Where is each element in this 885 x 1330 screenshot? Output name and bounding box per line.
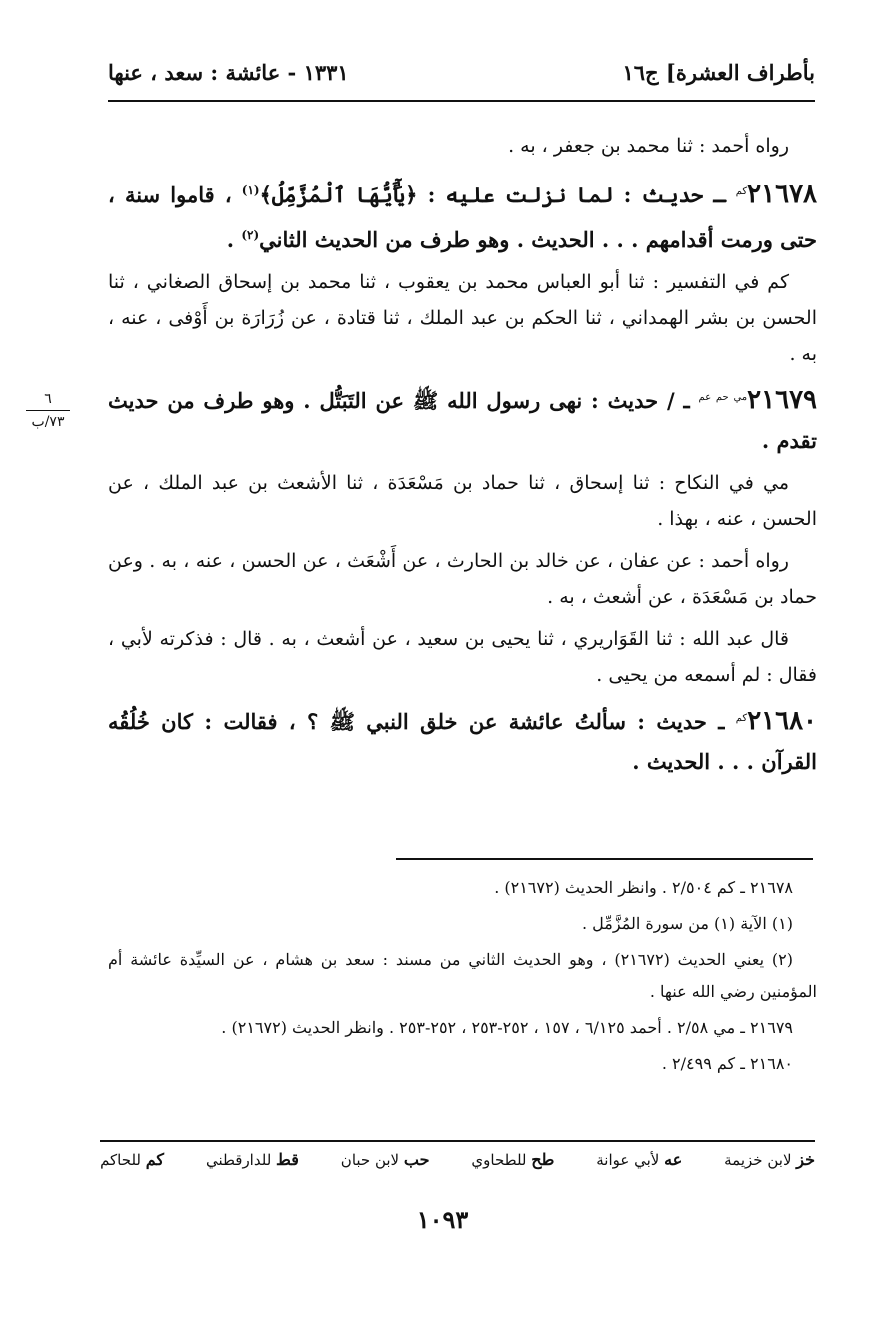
footnote-21678: ٢١٦٧٨ ـ كم ٢/٥٠٤ . وانظر الحديث (٢١٦٧٢) . [494, 878, 793, 897]
hadith-text: ـ حديث : سألتُ عائشة عن خلق النبي ﷺ ؟ ، فقالت : كان خُلُقُه القرآن . . . الحديث . [108, 709, 817, 774]
hadith-21679 [108, 378, 817, 461]
quran-verse: يَٰٓأَيُّهَا ٱلْمُزَّمِّلُ [271, 182, 406, 207]
margin-note-top: ٦ [44, 391, 52, 407]
footnote-ref-2: (٢) [241, 228, 260, 242]
hadith-text-cont: ، قاموا سنة ، حتى ورمت أقدامهم . . . الحديث . وهو طرف من الحديث الثاني [108, 182, 817, 252]
abbreviations-rule [100, 1140, 815, 1142]
hadith-number: ٢١٦٧٩ [747, 385, 817, 415]
footnote-1: (١) الآية (١) من سورة المُزَّمِّل . [582, 914, 793, 933]
paragraph-tafsir: كم في التفسير : ثنا أبو العباس محمد بن يعقوب ، ثنا محمد بن إسحاق الصغاني ، ثنا الحسن بن بشر الهمداني ، ثنا الحكم بن عبد الملك ، ثنا قتادة ، عن زُرَارَة بن أَوْفى ، عنه ، به . [108, 271, 817, 365]
running-head-right: بأطراف العشرة] ج١٦ [622, 59, 815, 85]
header-rule [108, 100, 815, 102]
margin-folio-note [18, 390, 78, 431]
hadith-number: ٢١٦٨٠ [747, 706, 818, 736]
abbr-qt: قط للدارقطني [205, 1150, 299, 1169]
footnote-21680: ٢١٦٨٠ ـ كم ٢/٤٩٩ . [661, 1054, 793, 1073]
paragraph-ahmad-1: رواه أحمد : ثنا محمد بن جعفر ، به . [508, 135, 789, 157]
abbr-khz: خز لابن خزيمة [724, 1150, 815, 1169]
hadith-21678 [108, 170, 817, 260]
source-siglum: كم [735, 186, 748, 197]
abbr-hb: حب لابن حبان [340, 1150, 430, 1169]
paragraph-nikah: مي في النكاح : ثنا إسحاق ، ثنا حماد بن مَسْعَدَة ، ثنا الأشعث بن عبد الملك ، عن الحسن ، عنه ، بهذا . [108, 472, 817, 530]
abbreviations-key [100, 1150, 815, 1169]
source-siglum: مي حم عم [698, 392, 748, 403]
abbr-ah: عه لأبي عوانة [596, 1150, 683, 1169]
quran-bracket-close: ﴾ [259, 182, 272, 207]
hadith-number: ٢١٦٧٨ [747, 179, 817, 209]
margin-note-divider [26, 410, 70, 411]
hadith-text: ـ / حديث : نهى رسول الله ﷺ عن التَبَتُّل . وهو طرف من حديث تقدم . [108, 388, 817, 453]
running-head-left: ١٣٣١ - عائشة : سعد ، عنها [108, 59, 349, 85]
footnotes [108, 872, 817, 1084]
hadith-text: ـ حديث : لما نزلت عليه : ﴿ [405, 182, 726, 207]
source-siglum: كم [735, 713, 748, 724]
page-number: ١٠٩٣ [416, 1205, 469, 1234]
footnote-rule [396, 858, 813, 860]
paragraph-abdullah: قال عبد الله : ثنا القَوَاريري ، ثنا يحيى بن سعيد ، عن أشعث ، به . قال : فذكرته لأبي ، فقال : لم أسمعه من يحيى . [108, 628, 817, 686]
footnote-21679: ٢١٦٧٩ ـ مي ٢/٥٨ . أحمد ٦/١٢٥ ، ١٥٧ ، ٢٥٢-٢٥٣ ، ٢٥٢-٢٥٣ . وانظر الحديث (٢١٦٧٢) . [221, 1018, 793, 1037]
abbr-km: كم للحاكم [100, 1150, 165, 1169]
hadith-text-end: . [226, 227, 242, 252]
running-head [108, 52, 815, 92]
margin-note-bottom: ٧٣/ب [31, 414, 65, 430]
hadith-21680 [108, 699, 817, 782]
footnote-ref-1: (١) [241, 183, 260, 197]
abbr-th: طح للطحاوي [471, 1150, 555, 1169]
main-text [108, 128, 817, 786]
paragraph-ahmad-2: رواه أحمد : عن عفان ، عن خالد بن الحارث ، عن أَشْعَث ، عن الحسن ، عنه ، به . وعن حماد بن مَسْعَدَة ، عن أشعث ، به . [108, 550, 817, 608]
footnote-2: (٢) يعني الحديث (٢١٦٧٢) ، وهو الحديث الثاني من مسند : سعد بن هشام ، عن السيِّدة عائشة أم المؤمنين رضي الله عنها . [108, 950, 817, 1001]
